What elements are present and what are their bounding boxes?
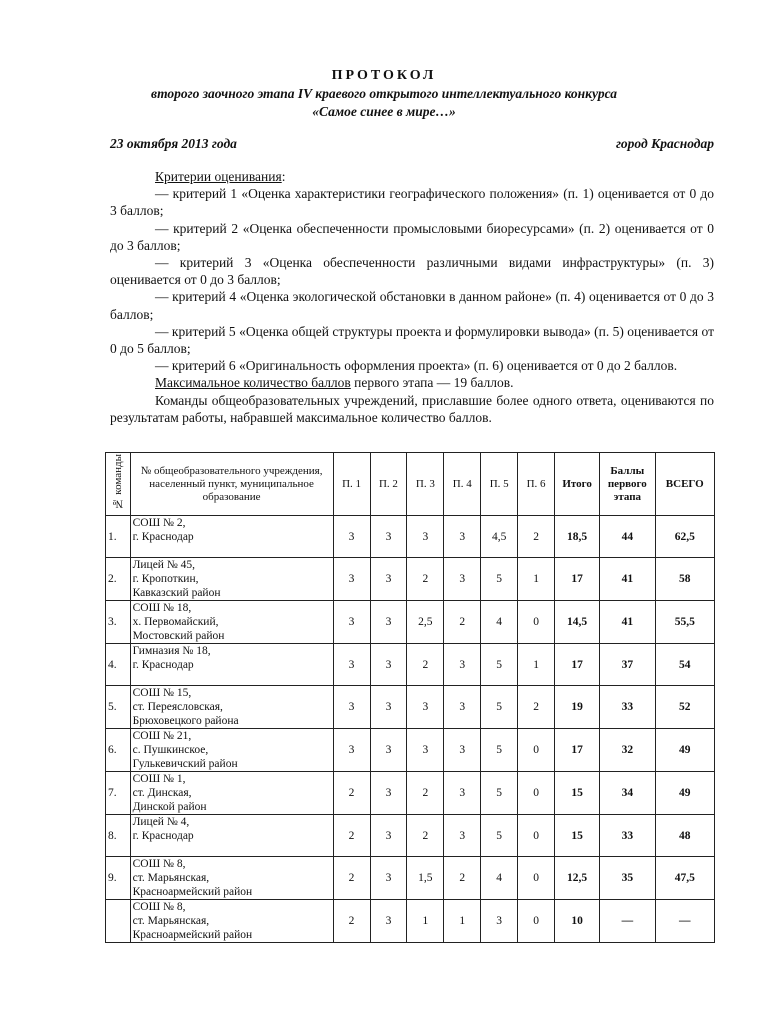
- score-first-stage: 33: [600, 686, 655, 729]
- score-p1: 2: [333, 815, 370, 857]
- score-grand-total: 52: [655, 686, 715, 729]
- score-total: 14,5: [555, 601, 600, 644]
- score-first-stage: 35: [600, 857, 655, 900]
- score-p5: 4: [481, 601, 518, 644]
- criteria-heading: Критерии оценивания:: [155, 169, 286, 184]
- table-header-row: [106, 453, 715, 516]
- score-p6: 0: [518, 815, 555, 857]
- team-number: 8.: [106, 815, 131, 857]
- organization-line: г. Кропоткин,: [132, 573, 199, 585]
- table-row: [106, 516, 715, 558]
- score-grand-total: 48: [655, 815, 715, 857]
- score-total: 19: [555, 686, 600, 729]
- document-title: ПРОТОКОЛ: [331, 68, 437, 83]
- score-p1: 3: [333, 644, 370, 686]
- score-p6: 0: [518, 601, 555, 644]
- score-total: 18,5: [555, 516, 600, 558]
- organization-line: Брюховецкого района: [132, 715, 239, 727]
- score-p5: 5: [481, 644, 518, 686]
- document-date: 23 октября 2013 года: [110, 136, 237, 151]
- table-row: [106, 857, 715, 900]
- table-row: [106, 772, 715, 815]
- team-number: 1.: [106, 516, 131, 558]
- score-p3: 3: [407, 516, 444, 558]
- col-header-p1: П. 1: [333, 453, 370, 516]
- col-header-p4: П. 4: [444, 453, 481, 516]
- score-first-stage: 33: [600, 815, 655, 857]
- organization-line: ст. Динская,: [132, 787, 192, 799]
- score-p2: 3: [370, 558, 407, 601]
- results-table: [105, 452, 715, 943]
- organization-line: СОШ № 1,: [132, 773, 186, 785]
- col-header-grand-total: ВСЕГО: [655, 453, 715, 516]
- score-p2: 3: [370, 729, 407, 772]
- criterion-item: — критерий 1 «Оценка характеристики географического положения» (п. 1) оценивается от 0 до 3 баллов;: [110, 186, 714, 219]
- score-p3: 2: [407, 558, 444, 601]
- score-p2: 3: [370, 516, 407, 558]
- criteria-section: [110, 168, 714, 426]
- criterion-item: — критерий 2 «Оценка обеспеченности промысловыми биоресурсами» (п. 2) оценивается от 0 до 3 баллов;: [110, 220, 714, 253]
- score-p2: 3: [370, 815, 407, 857]
- criterion-item: — критерий 4 «Оценка экологической обстановки в данном районе» (п. 4) оценивается от 0 до 3 баллов;: [110, 289, 714, 322]
- col-header-organization: № общеобразовательного учреждения, населенный пункт, муниципальное образование: [130, 453, 333, 516]
- score-total: 15: [555, 772, 600, 815]
- organization-cell: [130, 815, 333, 857]
- score-p4: 3: [444, 644, 481, 686]
- organization-line: г. Краснодар: [132, 659, 194, 671]
- organization-line: Динской район: [132, 801, 207, 813]
- score-grand-total: 55,5: [655, 601, 715, 644]
- col-header-p2: П. 2: [370, 453, 407, 516]
- score-p5: 5: [481, 686, 518, 729]
- score-first-stage: 32: [600, 729, 655, 772]
- dateline: [110, 136, 714, 152]
- organization-cell: [130, 772, 333, 815]
- organization-line: х. Первомайский,: [132, 616, 219, 628]
- score-total: 17: [555, 558, 600, 601]
- table-row: [106, 729, 715, 772]
- table-row: [106, 644, 715, 686]
- criterion-item: — критерий 6 «Оригинальность оформления проекта» (п. 6) оценивается от 0 до 2 баллов.: [155, 358, 678, 374]
- criterion-item: — критерий 5 «Оценка общей структуры проекта и формулировки вывода» (п. 5) оценивается от 0 до 5 баллов;: [110, 323, 714, 357]
- score-p2: 3: [370, 772, 407, 815]
- multiple-answers-note: Команды общеобразовательных учреждений, приславшие более одного ответа, оцениваются по результатам работы, набравшей максимальное количество баллов.: [110, 392, 714, 425]
- score-p5: 4,5: [481, 516, 518, 558]
- organization-line: Красноармейский район: [132, 886, 253, 898]
- score-p6: 0: [518, 900, 555, 943]
- score-p2: 3: [370, 686, 407, 729]
- criterion-item: — критерий 3 «Оценка обеспеченности различными видами инфраструктуры» (п. 3) оценивается от 0 до 3 баллов;: [110, 255, 714, 288]
- score-p6: 0: [518, 729, 555, 772]
- team-number: 9.: [106, 857, 131, 900]
- score-p6: 0: [518, 772, 555, 815]
- score-p1: 2: [333, 900, 370, 943]
- table-row: [106, 601, 715, 644]
- score-p3: 1: [407, 900, 444, 943]
- max-score-line: Максимальное количество баллов первого этапа — 19 баллов.: [155, 375, 514, 391]
- col-header-p3: П. 3: [407, 453, 444, 516]
- score-p3: 2: [407, 772, 444, 815]
- score-grand-total: 49: [655, 729, 715, 772]
- organization-cell: [130, 686, 333, 729]
- score-p4: 1: [444, 900, 481, 943]
- score-p6: 0: [518, 857, 555, 900]
- team-number: 3.: [106, 601, 131, 644]
- organization-cell: [130, 857, 333, 900]
- organization-line: Красноармейский район: [132, 929, 253, 941]
- team-number: [106, 900, 131, 943]
- score-p2: 3: [370, 601, 407, 644]
- organization-line: Кавказский район: [132, 587, 221, 599]
- score-first-stage: 44: [600, 516, 655, 558]
- score-p1: 3: [333, 729, 370, 772]
- table-row: [106, 815, 715, 857]
- score-p4: 3: [444, 772, 481, 815]
- col-header-total: Итого: [555, 453, 600, 516]
- score-p3: 3: [407, 686, 444, 729]
- score-p3: 3: [407, 729, 444, 772]
- score-p2: 3: [370, 900, 407, 943]
- team-number: 7.: [106, 772, 131, 815]
- score-grand-total: 58: [655, 558, 715, 601]
- score-p4: 2: [444, 857, 481, 900]
- score-p5: 5: [481, 815, 518, 857]
- score-p3: 2: [407, 644, 444, 686]
- score-p5: 5: [481, 729, 518, 772]
- organization-line: г. Краснодар: [132, 531, 194, 543]
- score-p1: 2: [333, 772, 370, 815]
- organization-line: Мостовский район: [132, 630, 225, 642]
- organization-cell: [130, 644, 333, 686]
- score-total: 12,5: [555, 857, 600, 900]
- organization-cell: [130, 601, 333, 644]
- col-header-p6: П. 6: [518, 453, 555, 516]
- score-first-stage: 37: [600, 644, 655, 686]
- score-first-stage: 41: [600, 558, 655, 601]
- col-header-team-number: № команды: [106, 453, 131, 516]
- score-p4: 3: [444, 815, 481, 857]
- document-city: город Краснодар: [615, 136, 714, 151]
- organization-line: ст. Марьянская,: [132, 915, 210, 927]
- organization-line: ст. Марьянская,: [132, 872, 210, 884]
- score-grand-total: 62,5: [655, 516, 715, 558]
- col-header-first-stage: Баллы первого этапа: [600, 453, 655, 516]
- score-total: 17: [555, 729, 600, 772]
- score-grand-total: 47,5: [655, 857, 715, 900]
- score-grand-total: —: [655, 900, 715, 943]
- score-p5: 5: [481, 772, 518, 815]
- team-number: 2.: [106, 558, 131, 601]
- score-p4: 3: [444, 558, 481, 601]
- organization-line: Гулькевичский район: [132, 758, 238, 770]
- organization-line: с. Пушкинское,: [132, 744, 209, 756]
- organization-line: СОШ № 2,: [132, 517, 186, 529]
- score-total: 15: [555, 815, 600, 857]
- table-row: [106, 900, 715, 943]
- score-p4: 3: [444, 686, 481, 729]
- score-p5: 4: [481, 857, 518, 900]
- organization-cell: [130, 516, 333, 558]
- team-number: 4.: [106, 644, 131, 686]
- score-grand-total: 49: [655, 772, 715, 815]
- organization-line: Лицей № 45,: [132, 559, 196, 571]
- score-first-stage: 34: [600, 772, 655, 815]
- score-p4: 3: [444, 729, 481, 772]
- organization-cell: [130, 729, 333, 772]
- organization-cell: [130, 558, 333, 601]
- score-first-stage: 41: [600, 601, 655, 644]
- table-row: [106, 558, 715, 601]
- team-number: 5.: [106, 686, 131, 729]
- score-p5: 3: [481, 900, 518, 943]
- table-row: [106, 686, 715, 729]
- score-p1: 3: [333, 558, 370, 601]
- score-p1: 3: [333, 516, 370, 558]
- organization-line: Лицей № 4,: [132, 816, 190, 828]
- team-number: 6.: [106, 729, 131, 772]
- score-p6: 2: [518, 686, 555, 729]
- score-p6: 1: [518, 644, 555, 686]
- score-p6: 2: [518, 516, 555, 558]
- organization-cell: [130, 900, 333, 943]
- score-p3: 1,5: [407, 857, 444, 900]
- score-p5: 5: [481, 558, 518, 601]
- score-p1: 2: [333, 857, 370, 900]
- score-grand-total: 54: [655, 644, 715, 686]
- organization-line: СОШ № 8,: [132, 858, 186, 870]
- score-p2: 3: [370, 857, 407, 900]
- organization-line: СОШ № 18,: [132, 602, 192, 614]
- score-p1: 3: [333, 601, 370, 644]
- score-p4: 2: [444, 601, 481, 644]
- score-first-stage: —: [600, 900, 655, 943]
- document-subtitle: второго заочного этапа IV краевого открытого интеллектуального конкурса: [151, 86, 617, 101]
- col-header-p5: П. 5: [481, 453, 518, 516]
- score-p3: 2: [407, 815, 444, 857]
- score-p1: 3: [333, 686, 370, 729]
- score-total: 17: [555, 644, 600, 686]
- organization-line: Гимназия № 18,: [132, 645, 211, 657]
- organization-line: СОШ № 21,: [132, 730, 192, 742]
- score-p4: 3: [444, 516, 481, 558]
- organization-line: СОШ № 8,: [132, 901, 186, 913]
- organization-line: СОШ № 15,: [132, 687, 192, 699]
- score-p3: 2,5: [407, 601, 444, 644]
- score-p2: 3: [370, 644, 407, 686]
- score-total: 10: [555, 900, 600, 943]
- organization-line: ст. Переясловская,: [132, 701, 223, 713]
- organization-line: г. Краснодар: [132, 830, 194, 842]
- score-p6: 1: [518, 558, 555, 601]
- contest-name: «Самое синее в мире…»: [312, 104, 456, 119]
